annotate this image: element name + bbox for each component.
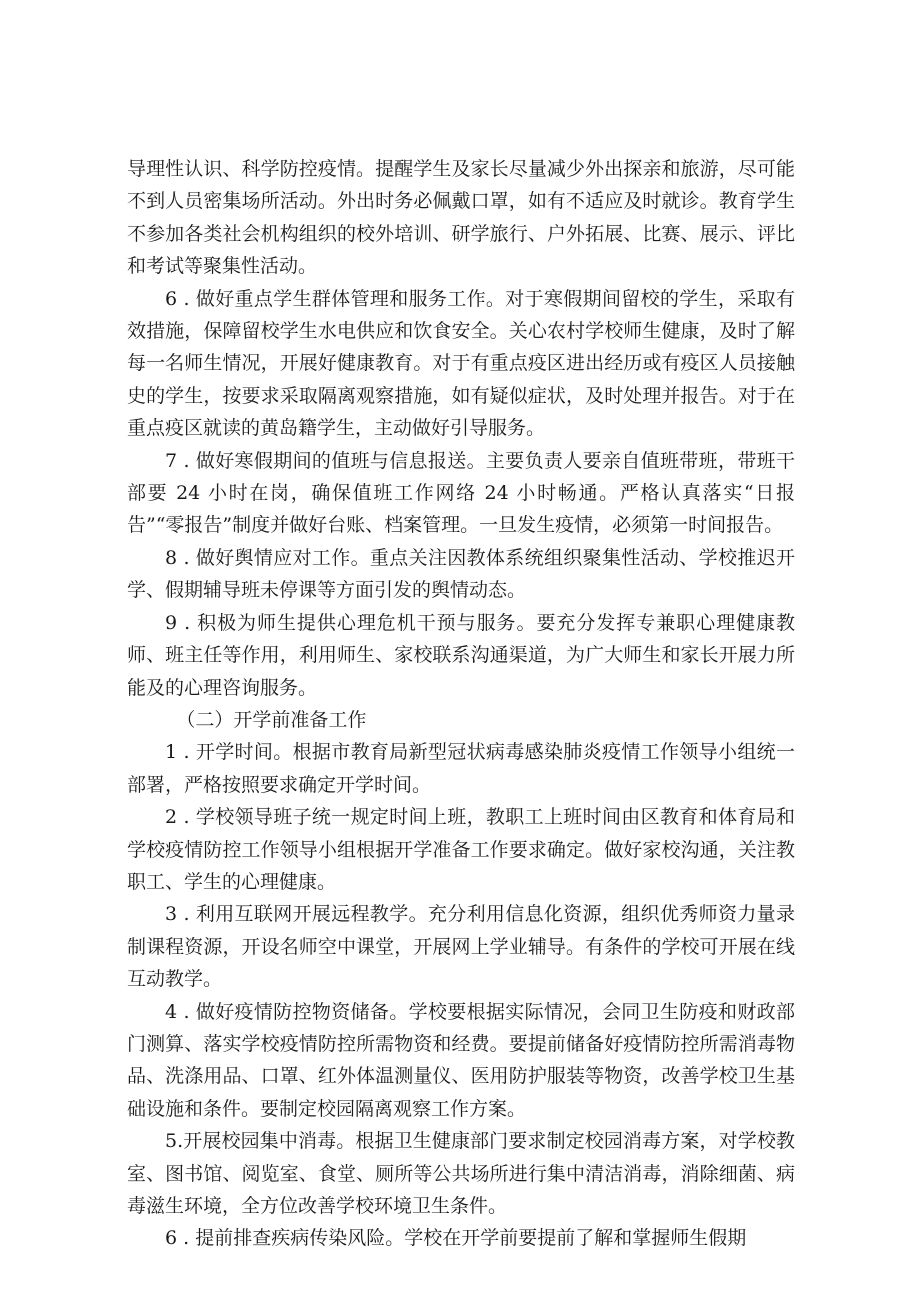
paragraph-item-3-remote-teaching: 3 . 利用互联网开展远程教学。充分利用信息化资源，组织优秀师资力量录制课程资源，开设名师空中课堂，开展网上学业辅导。有条件的学校可开展在线互动教学。	[127, 903, 795, 991]
paragraph-item-2-leadership: 2 . 学校领导班子统一规定时间上班，教职工上班时间由区教育和体育局和学校疫情防控工作领导小组根据开学准备工作要求确定。做好家校沟通，关注教职工、学生的心理健康。	[127, 806, 795, 893]
paragraph-item-1-opening-time: 1 . 开学时间。根据市教育局新型冠状病毒感染肺炎疫情工作领导小组统一部署，严格按照要求确定开学时间。	[127, 741, 795, 796]
paragraph-item-4-supplies: 4 . 做好疫情防控物资储备。学校要根据实际情况，会同卫生防疫和财政部门测算、落实学校疫情防控所需物资和经费。要提前储备好疫情防控所需消毒物品、洗涤用品、口罩、红外体温测量仪、医用防护服装等物资，改善学校卫生基础设施和条件。要制定校园隔离观察工作方案。	[127, 1000, 795, 1120]
paragraph-item-6-risk-screening: 6 . 提前排查疾病传染风险。学校在开学前要提前了解和掌握师生假期	[165, 1227, 747, 1250]
paragraph-item-8-public-opinion: 8 . 做好舆情应对工作。重点关注因教体系统组织聚集性活动、学校推迟开学、假期辅导班未停课等方面引发的舆情动态。	[127, 546, 795, 602]
paragraph-item-5-disinfection: 5.开展校园集中消毒。根据卫生健康部门要求制定校园消毒方案，对学校教室、图书馆、阅览室、食堂、厕所等公共场所进行集中清洁消毒，消除细菌、病毒滋生环境，全方位改善学校环境卫生条件。	[127, 1130, 795, 1217]
paragraph-item-7-duty-reporting: 7 . 做好寒假期间的值班与信息报送。主要负责人要亲自值班带班，带班干部要 24 小时在岗，确保值班工作网络 24 小时畅通。严格认真落实“日报告”“零报告”制度并做好台账、档案管理。一旦发生疫情，必须第一时间报告。	[127, 449, 795, 537]
paragraph-item-9-psychological-support: 9 . 积极为师生提供心理危机干预与服务。要充分发挥专兼职心理健康教师、班主任等作用，利用师生、家校联系沟通渠道，为广大师生和家长开展力所能及的心理咨询服务。	[127, 611, 795, 699]
section-heading-pre-opening: （二）开学前准备工作	[176, 708, 367, 731]
paragraph-item-6-key-students: 6 . 做好重点学生群体管理和服务工作。对于寒假期间留校的学生，采取有效措施，保障留校学生水电供应和饮食安全。关心农村学校师生健康，及时了解每一名师生情况，开展好健康教育。对于有重点疫区进出经历或有疫区人员接触史的学生，按要求采取隔离观察措施，如有疑似症状，及时处理并报告。对于在重点疫区就读的黄岛籍学生，主动做好引导服务。	[127, 287, 795, 440]
document-page	[127, 153, 795, 1255]
paragraph-continuation: 导理性认识、科学防控疫情。提醒学生及家长尽量减少外出探亲和旅游，尽可能不到人员密集场所活动。外出时务必佩戴口罩，如有不适应及时就诊。教育学生不参加各类社会机构组织的校外培训、研学旅行、户外拓展、比赛、展示、评比和考试等聚集性活动。	[127, 158, 795, 278]
